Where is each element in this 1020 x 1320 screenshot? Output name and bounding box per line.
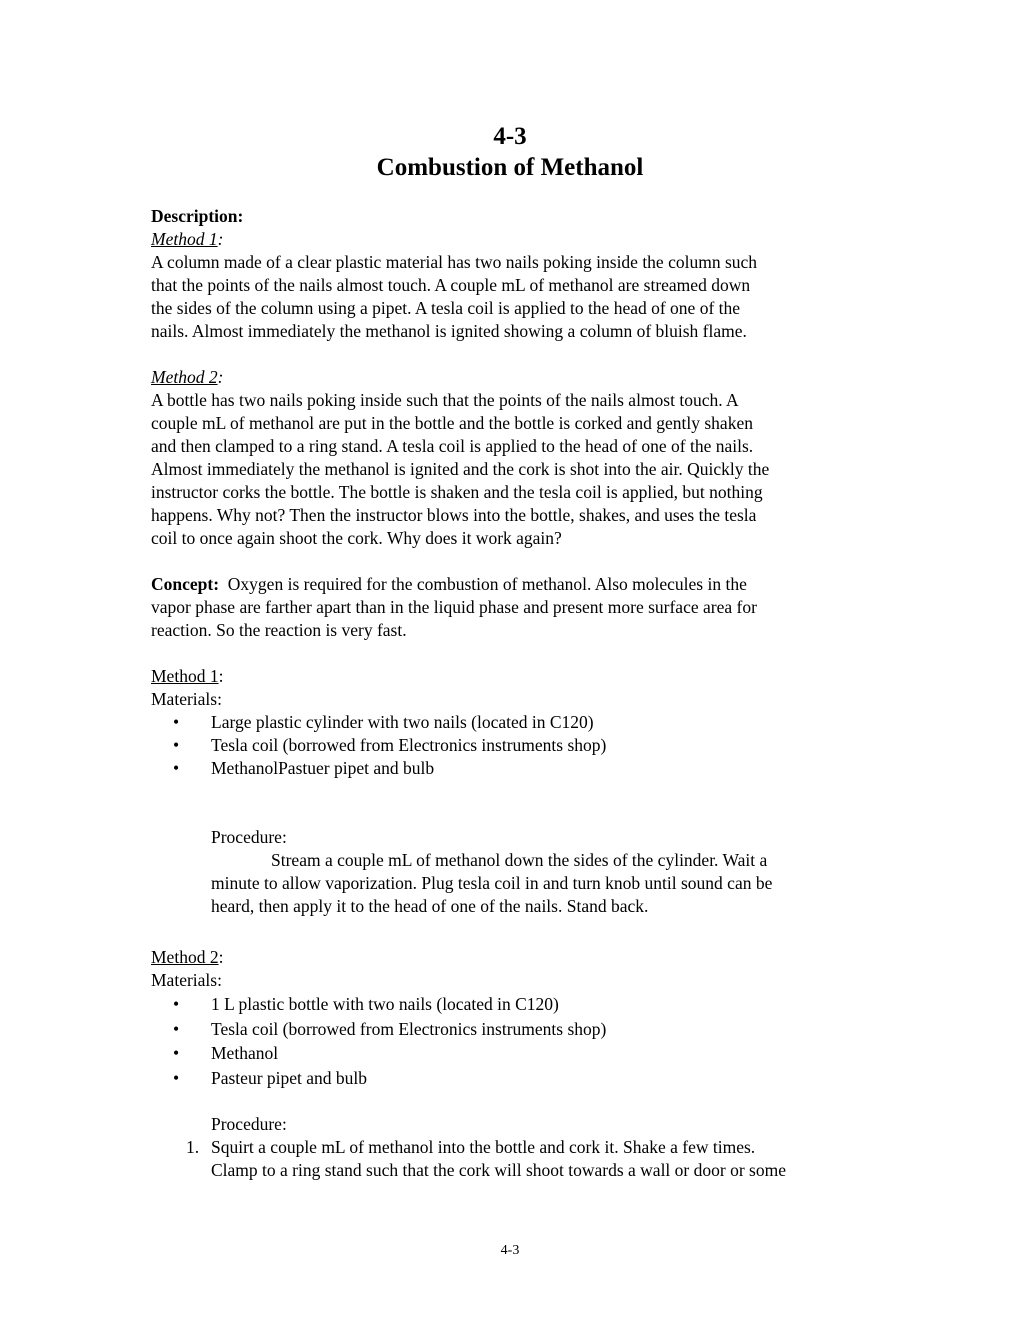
- paragraph-line: the sides of the column using a pipet. A tesla coil is applied to the head of one of the: [151, 298, 741, 318]
- material-item: [151, 711, 772, 734]
- method1-label: Method 1: [151, 229, 218, 249]
- method2-label: Method 2: [151, 367, 218, 387]
- material-item: [151, 734, 772, 757]
- method1-heading: Method 1: [151, 666, 219, 686]
- bullet-icon: •: [173, 1018, 180, 1039]
- bullet-icon: •: [173, 758, 180, 778]
- paragraph-line: and then clamped to a ring stand. A tesla coil is applied to the head of one of the nails.: [151, 436, 754, 456]
- paragraph-line: couple mL of methanol are put in the bottle and the bottle is corked and gently shaken: [151, 413, 753, 433]
- bullet-icon: •: [173, 994, 180, 1014]
- step-line: Squirt a couple mL of methanol into the bottle and cork it. Shake a few times.: [211, 1137, 756, 1157]
- material-text: Methanol: [211, 1043, 279, 1063]
- step-line: Clamp to a ring stand such that the cork will shoot towards a wall or door or some: [211, 1160, 786, 1180]
- material-text: Pasteur pipet and bulb: [211, 1067, 368, 1088]
- material-text: Tesla coil (borrowed from Electronics instruments shop): [211, 735, 607, 755]
- paragraph-line: A bottle has two nails poking inside such that the points of the nails almost touch. A: [151, 390, 739, 410]
- bullet-icon: •: [173, 735, 180, 755]
- paragraph-line: Almost immediately the methanol is ignited and the cork is shot into the air. Quickly the: [151, 459, 770, 479]
- material-text: Large plastic cylinder with two nails (located in C120): [211, 712, 594, 732]
- method1-description: [151, 251, 772, 343]
- method2-materials: [151, 992, 786, 1090]
- procedure-line: Stream a couple mL of methanol down the sides of the cylinder. Wait a: [271, 850, 768, 870]
- page-title: Combustion of Methanol: [376, 154, 644, 181]
- bullet-icon: •: [173, 1067, 180, 1088]
- description-section: Description: Method 1: A column made of a clear plastic material has two nails poking inside the column such that the points of the nails almost touch. A couple mL of methanol are streamed down the sides of the column using a pipet. A tesla coil is applied to the head of one of the nails. Almost immediately the methanol is ignited showing a column of bluish flame. Method 2: A bottle has two nails poking inside such that the points of the nails almost touch. A couple mL of methanol are put in the bottle and the bottle is corked and gently shaken and then clamped to a ring stand. A tesla coil is applied to the head of one of the nails. Almost immediately the methanol is ignited and the cork is shot into the air. Quickly the instructor corks the bottle. The bottle is shaken and the tesla coil is applied, but nothing happens. Why not? Then the instructor blows into the bottle, shakes, and uses the tesla coil to once again shoot the cork. Why does it work again? Concept: Oxygen is required for the combustion of methanol. Also molecules in the vapor phase are farther apart than in the liquid phase and present more surface area for reaction. So the reaction is very fast. Method 1: Materials: • Large plastic cylinder with two nails (located in C120) • Tesla coil (borrowed from Electronics instruments shop) • MethanolPastuer pipet and bulb Procedure: Stream a couple mL of methanol down the sides of the cylinder. Wait a minute to allow vaporization. Plug tesla coil in and turn knob until sound can be heard, then apply it to the head of one of the nails. Stand back.: [151, 206, 773, 916]
- paragraph-line: A column made of a clear plastic material has two nails poking inside the column such: [151, 252, 758, 272]
- concept-line: vapor phase are farther apart than in the liquid phase and present more surface area for: [151, 597, 757, 617]
- bullet-icon: •: [173, 1043, 180, 1063]
- material-text: Tesla coil (borrowed from Electronics instruments shop): [211, 1018, 607, 1039]
- method2-section: Method 2: Materials: • 1 L plastic bottle with two nails (located in C120) • Tesla coil (borrowed from Electronics instruments shop) • Methanol • Pasteur pipet and bulb Procedure: 1. Squirt a couple mL of methanol into the bottle and cork it. Shake a few times. Clamp to a ring stand such that the cork will shoot towards a wall or door or some: [151, 947, 786, 1180]
- material-item: [151, 757, 772, 780]
- method2-heading: Method 2: [151, 947, 219, 967]
- method2-description: [151, 389, 772, 550]
- concept-line: Oxygen is required for the combustion of methanol. Also molecules in the: [227, 574, 747, 594]
- procedure-line: minute to allow vaporization. Plug tesla coil in and turn knob until sound can be: [211, 873, 773, 893]
- page-number: 4-3: [500, 1243, 520, 1258]
- material-item: [151, 1017, 786, 1042]
- bullet-icon: •: [173, 712, 180, 732]
- material-item: [151, 1041, 786, 1066]
- material-text: 1 L plastic bottle with two nails (located in C120): [211, 994, 559, 1014]
- method1-materials: [151, 711, 772, 780]
- procedure-label: Procedure:: [211, 827, 287, 847]
- material-item: [151, 1066, 786, 1091]
- materials-label: Materials:: [151, 970, 222, 990]
- paragraph-line: instructor corks the bottle. The bottle is shaken and the tesla coil is applied, but nothing: [151, 482, 763, 502]
- description-heading: Description:: [151, 206, 244, 226]
- material-item: [151, 992, 786, 1017]
- procedure-label: Procedure:: [211, 1114, 287, 1134]
- procedure-line: heard, then apply it to the head of one of the nails. Stand back.: [211, 896, 649, 916]
- concept-label: Concept:: [151, 574, 220, 594]
- materials-label: Materials:: [151, 689, 222, 709]
- title-number: 4-3: [493, 123, 527, 150]
- paragraph-line: coil to once again shoot the cork. Why does it work again?: [151, 528, 562, 548]
- paragraph-line: nails. Almost immediately the methanol is ignited showing a column of bluish flame.: [151, 321, 747, 341]
- concept-line: reaction. So the reaction is very fast.: [151, 620, 407, 640]
- paragraph-line: that the points of the nails almost touch. A couple mL of methanol are streamed down: [151, 275, 751, 295]
- paragraph-line: happens. Why not? Then the instructor blows into the bottle, shakes, and uses the tesla: [151, 505, 757, 525]
- material-text: MethanolPastuer pipet and bulb: [211, 758, 435, 778]
- step-number: 1.: [186, 1137, 200, 1157]
